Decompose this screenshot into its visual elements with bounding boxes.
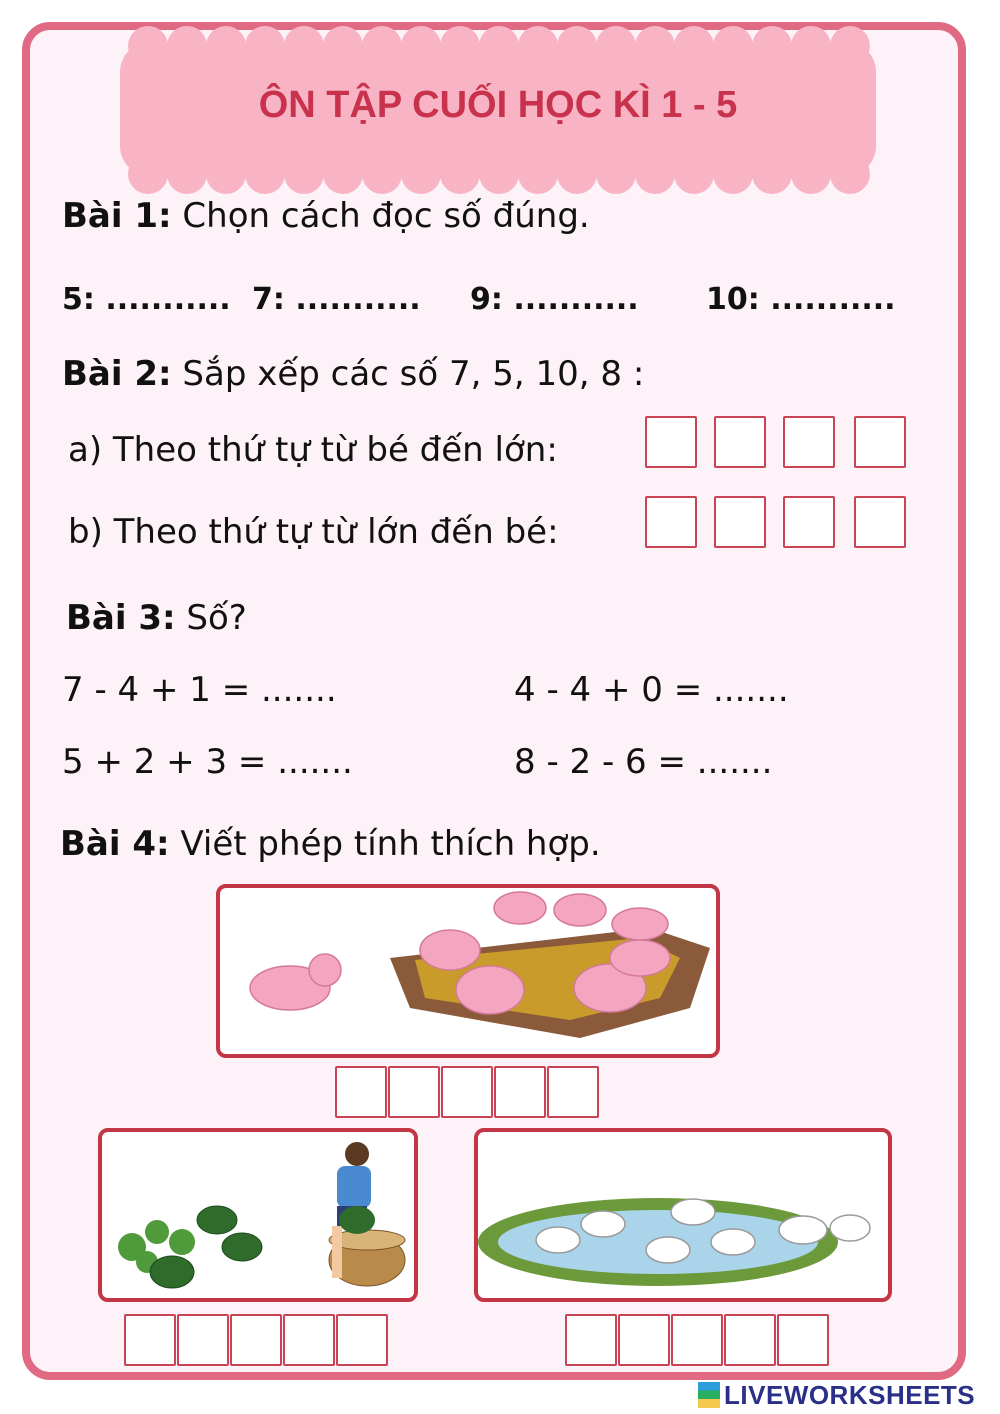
watermelons-equation-box-2[interactable] <box>177 1314 229 1366</box>
title-banner-scallop <box>167 26 207 66</box>
title-banner-scallop <box>596 154 636 194</box>
liveworksheets-logo-icon <box>698 1382 720 1408</box>
title-banner-scallop <box>752 26 792 66</box>
expression-2[interactable]: 4 - 4 + 0 = ....... <box>514 670 789 710</box>
exercise-3-label: Bài 3: <box>66 598 176 638</box>
title-banner-scallop <box>128 154 168 194</box>
title-banner-scallop <box>713 154 753 194</box>
title-banner-scallop <box>674 154 714 194</box>
title-banner-scallop <box>635 154 675 194</box>
title-banner-scallop <box>284 154 324 194</box>
watermelons-illustration <box>102 1132 414 1298</box>
title-banner-scallop <box>713 26 753 66</box>
title-banner-scallop <box>323 26 363 66</box>
exercise-4-heading <box>60 824 601 864</box>
title-banner-scallop <box>206 26 246 66</box>
exercise-4-text: Viết phép tính thích hợp. <box>180 824 601 864</box>
geese-picture <box>474 1128 892 1302</box>
exercise-2-text: Sắp xếp các số 7, 5, 10, 8 : <box>182 354 645 394</box>
pigs-illustration <box>220 888 716 1054</box>
geese-equation-box-2[interactable] <box>618 1314 670 1366</box>
number-7-answer[interactable]: 7: ........... <box>252 282 421 317</box>
pigs-picture <box>216 884 720 1058</box>
watermelons-equation-box-1[interactable] <box>124 1314 176 1366</box>
ascending-box-3[interactable] <box>783 416 835 468</box>
pigs-equation-box-1[interactable] <box>335 1066 387 1118</box>
exercise-2b-prompt: b) Theo thứ tự từ lớn đến bé: <box>68 512 559 552</box>
liveworksheets-watermark: LIVEWORKSHEETS <box>724 1379 976 1410</box>
title-banner-scallop <box>596 26 636 66</box>
exercise-2-label: Bài 2: <box>62 354 172 394</box>
title-banner-scallop <box>362 154 402 194</box>
ascending-box-4[interactable] <box>854 416 906 468</box>
title-banner-scallop <box>674 26 714 66</box>
title-banner-scallop <box>323 154 363 194</box>
ascending-box-2[interactable] <box>714 416 766 468</box>
geese-illustration <box>478 1132 888 1298</box>
exercise-4-label: Bài 4: <box>60 824 170 864</box>
title-banner-scallop <box>518 26 558 66</box>
geese-equation-box-5[interactable] <box>777 1314 829 1366</box>
title-banner-scallop <box>752 154 792 194</box>
exercise-3-text: Số? <box>186 598 247 638</box>
descending-box-3[interactable] <box>783 496 835 548</box>
expression-4[interactable]: 8 - 2 - 6 = ....... <box>514 742 773 782</box>
title-banner-scallop <box>440 154 480 194</box>
descending-box-4[interactable] <box>854 496 906 548</box>
watermelons-picture <box>98 1128 418 1302</box>
exercise-1-label: Bài 1: <box>62 196 172 236</box>
title-banner-scallop <box>440 26 480 66</box>
title-banner-scallop <box>167 154 207 194</box>
number-10-answer[interactable]: 10: ........... <box>706 282 896 317</box>
title-banner-scallop <box>479 26 519 66</box>
title-banner-scallop <box>830 154 870 194</box>
page-title: ÔN TẬP CUỐI HỌC KÌ 1 - 5 <box>258 84 738 126</box>
title-banner-scallop <box>401 154 441 194</box>
exercise-3-heading <box>66 598 247 638</box>
exercise-1-text: Chọn cách đọc số đúng. <box>182 196 590 236</box>
title-banner-scallop <box>791 26 831 66</box>
title-banner-scallop <box>557 26 597 66</box>
expression-1[interactable]: 7 - 4 + 1 = ....... <box>62 670 337 710</box>
ascending-box-1[interactable] <box>645 416 697 468</box>
title-banner-scallop <box>401 26 441 66</box>
descending-box-2[interactable] <box>714 496 766 548</box>
title-banner-scallop <box>791 154 831 194</box>
title-banner-scallop <box>557 154 597 194</box>
pigs-equation-box-5[interactable] <box>547 1066 599 1118</box>
title-banner-scallop <box>206 154 246 194</box>
pigs-equation-box-3[interactable] <box>441 1066 493 1118</box>
watermelons-equation-box-3[interactable] <box>230 1314 282 1366</box>
geese-equation-box-3[interactable] <box>671 1314 723 1366</box>
title-banner-scallop <box>245 26 285 66</box>
watermelons-equation-box-5[interactable] <box>336 1314 388 1366</box>
geese-equation-box-4[interactable] <box>724 1314 776 1366</box>
exercise-1-heading <box>62 196 590 236</box>
expression-3[interactable]: 5 + 2 + 3 = ....... <box>62 742 353 782</box>
number-5-answer[interactable]: 5: ........... <box>62 282 231 317</box>
exercise-2-heading <box>62 354 644 394</box>
title-banner-scallop <box>284 26 324 66</box>
title-banner-scallop <box>128 26 168 66</box>
liveworksheets-logo <box>698 1380 975 1410</box>
title-banner-scallop <box>518 154 558 194</box>
geese-equation-box-1[interactable] <box>565 1314 617 1366</box>
watermelons-equation-box-4[interactable] <box>283 1314 335 1366</box>
title-banner-scallop <box>830 26 870 66</box>
title-banner-scallop <box>479 154 519 194</box>
exercise-2a-prompt: a) Theo thứ tự từ bé đến lớn: <box>68 430 558 470</box>
number-9-answer[interactable]: 9: ........... <box>470 282 639 317</box>
descending-box-1[interactable] <box>645 496 697 548</box>
title-banner-scallop <box>245 154 285 194</box>
title-banner-scallop <box>635 26 675 66</box>
pigs-equation-box-4[interactable] <box>494 1066 546 1118</box>
pigs-equation-box-2[interactable] <box>388 1066 440 1118</box>
title-banner-scallop <box>362 26 402 66</box>
